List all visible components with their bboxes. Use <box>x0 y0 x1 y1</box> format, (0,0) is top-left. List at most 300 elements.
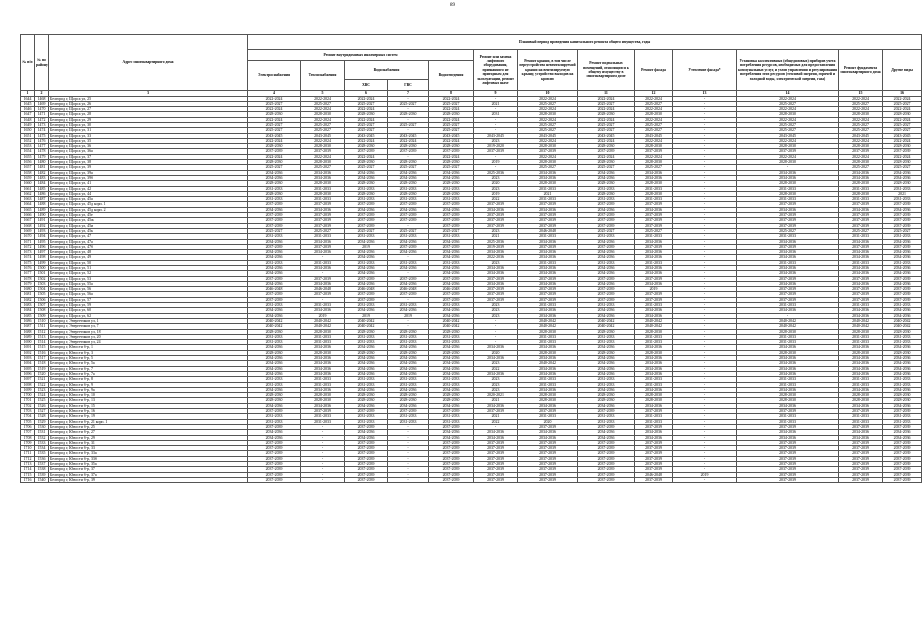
table-cell: 1687 <box>21 324 35 329</box>
table-cell: 2034-2036 <box>518 207 578 212</box>
table-cell: 2034-2036 <box>839 430 883 435</box>
table-cell: 2034-2036 <box>578 430 635 435</box>
table-cell: - <box>388 467 429 472</box>
table-cell: 2022-2024 <box>345 138 388 143</box>
table-cell: 2037-2039 <box>635 451 673 456</box>
table-cell: 2025-2027 <box>883 128 922 133</box>
table-cell: 2031-2033 <box>635 377 673 382</box>
table-cell: 2037-2039 <box>737 409 839 414</box>
table-cell: 2037-2039 <box>839 440 883 445</box>
table-cell: 2022-2024 <box>839 138 883 143</box>
table-cell: 2037-2039 <box>737 424 839 429</box>
table-cell: 2034-2036 <box>301 207 345 212</box>
table-cell: 2037-2039 <box>518 297 578 302</box>
table-cell: 2028-2030 <box>578 350 635 355</box>
table-cell: 2028-2030 <box>635 181 673 186</box>
table-cell: 2022-2024 <box>301 107 345 112</box>
table-cell: 2034-2036 <box>248 281 301 286</box>
table-cell: 2034-2036 <box>474 435 518 440</box>
table-cell: 2037-2039 <box>518 223 578 228</box>
table-cell: 2034-2036 <box>839 435 883 440</box>
table-cell: 2040-2042 <box>429 318 474 323</box>
table-cell: 2037-2039 <box>345 477 388 482</box>
table-cell: 2034-2036 <box>429 271 474 276</box>
table-cell: 2037-2039 <box>301 292 345 297</box>
table-cell: 2025-2027 <box>635 101 673 106</box>
table-cell: 2037-2039 <box>248 218 301 223</box>
table-cell: - <box>388 430 429 435</box>
table-cell: 2028-2030 <box>248 350 301 355</box>
table-cell: 2043-2045 <box>248 133 301 138</box>
table-cell: 1657 <box>21 165 35 170</box>
table-cell: 2031-2033 <box>883 419 922 424</box>
table-cell: 2037-2039 <box>737 276 839 281</box>
table-cell: 2020 <box>518 419 578 424</box>
table-cell: 2031-2033 <box>737 334 839 339</box>
table-cell: 2037-2039 <box>578 276 635 281</box>
table-cell: 2034-2036 <box>839 170 883 175</box>
table-cell: 1675 <box>21 260 35 265</box>
table-cell: 2031-2033 <box>737 414 839 419</box>
address-cell: Белгород г, Щорса ул, 45д корп. 2 <box>49 207 248 212</box>
table-cell: 2031-2033 <box>345 260 388 265</box>
table-cell: 2037-2039 <box>248 456 301 461</box>
table-cell: - <box>673 334 737 339</box>
table-cell: 1672 <box>21 244 35 249</box>
address-cell: Белгород г, Щорса ул, 31 <box>49 128 248 133</box>
table-cell: 2034-2036 <box>429 175 474 180</box>
header-water: Водоснабжения <box>345 61 429 80</box>
table-cell: - <box>474 334 518 339</box>
table-cell: 2028-2030 <box>883 144 922 149</box>
address-cell: Белгород г, Щорса ул, 48 <box>49 250 248 255</box>
table-cell: 2034-2036 <box>248 255 301 260</box>
table-cell: 2025-2027 <box>345 165 388 170</box>
table-cell: 2031-2033 <box>301 260 345 265</box>
table-cell: 1690 <box>21 340 35 345</box>
header-lift: Ремонт или замена лифтового оборудования, признанного не пригодным для эксплуатации, ремонт лифтовых шахт <box>474 50 518 91</box>
table-cell: 1696 <box>21 371 35 376</box>
table-cell: 2037-2039 <box>429 218 474 223</box>
table-cell: - <box>673 303 737 308</box>
table-cell: 2031-2033 <box>388 414 429 419</box>
table-cell: 2040-2042 <box>248 318 301 323</box>
address-cell: Белгород г, Щорса ул, 39а <box>49 170 248 175</box>
table-cell: 2037-2039 <box>429 223 474 228</box>
table-cell: 2031-2033 <box>345 303 388 308</box>
table-cell: 2037-2039 <box>474 477 518 482</box>
table-cell: 2037-2039 <box>883 213 922 218</box>
table-cell: 2037-2039 <box>248 446 301 451</box>
table-cell: 1532 <box>35 435 49 440</box>
table-cell: 2034-2036 <box>883 430 922 435</box>
table-cell: 2037-2039 <box>474 451 518 456</box>
table-cell: 2022-2024 <box>883 96 922 101</box>
table-cell: 2025-2027 <box>737 122 839 127</box>
table-cell: 2037-2039 <box>345 223 388 228</box>
table-cell: - <box>673 202 737 207</box>
table-cell: 2034-2036 <box>737 239 839 244</box>
table-cell: - <box>673 377 737 382</box>
table-cell: 2031-2033 <box>429 234 474 239</box>
table-cell: 2031-2033 <box>429 260 474 265</box>
table-cell: 2037-2039 <box>883 440 922 445</box>
table-cell: 2031-2033 <box>388 197 429 202</box>
table-cell: 2034-2036 <box>839 281 883 286</box>
table-cell: 2034-2036 <box>518 403 578 408</box>
table-cell: 2037-2039 <box>248 409 301 414</box>
table-cell: 2025-2027 <box>518 101 578 106</box>
table-cell: 2037-2039 <box>578 456 635 461</box>
table-cell: 2019 <box>673 472 737 477</box>
table-cell: 2034-2036 <box>518 435 578 440</box>
table-cell: 2043-2045 <box>578 133 635 138</box>
table-cell: 2037-2039 <box>883 223 922 228</box>
table-cell: 2034-2036 <box>301 239 345 244</box>
table-cell: 2037-2039 <box>474 409 518 414</box>
table-cell: - <box>673 234 737 239</box>
table-cell: 2034-2036 <box>883 313 922 318</box>
table-cell: 2037-2039 <box>345 456 388 461</box>
table-cell: 2034-2036 <box>839 271 883 276</box>
address-cell: Белгород г, Юности б-р, 7а <box>49 371 248 376</box>
table-cell: 1472 <box>35 117 49 122</box>
table-cell: 2034-2036 <box>301 308 345 313</box>
table-cell: 1492 <box>35 223 49 228</box>
table-body <box>21 96 922 483</box>
table-cell: 2031-2033 <box>388 334 429 339</box>
table-cell: 2022-2024 <box>518 154 578 159</box>
table-cell: 2023 <box>474 186 518 191</box>
table-cell: 2034-2036 <box>248 207 301 212</box>
table-cell: 1494 <box>35 234 49 239</box>
table-cell: 2034-2036 <box>429 345 474 350</box>
address-cell: Белгород г, Юности б-р, 21 корп. 1 <box>49 419 248 424</box>
table-cell: 2019 <box>474 160 518 165</box>
table-cell: 2034-2036 <box>388 361 429 366</box>
table-cell: - <box>474 128 518 133</box>
address-cell: Белгород г, Энергетиков ул, 24 <box>49 340 248 345</box>
table-cell: 1658 <box>21 170 35 175</box>
table-cell: - <box>474 117 518 122</box>
table-cell: 2034-2036 <box>474 403 518 408</box>
table-cell: 2025-2027 <box>301 122 345 127</box>
table-cell: 2028-2030 <box>578 181 635 186</box>
table-cell: 2025-2027 <box>388 122 429 127</box>
table-cell: 2021 <box>518 191 578 196</box>
table-cell: 1654 <box>21 149 35 154</box>
table-cell: 2037-2039 <box>839 292 883 297</box>
table-cell: 1661 <box>21 186 35 191</box>
table-cell: 2037-2039 <box>883 446 922 451</box>
header-facade-insulation: Утепление фасада* <box>673 50 737 91</box>
table-cell: 2037-2039 <box>345 149 388 154</box>
table-cell: 2034-2036 <box>345 345 388 350</box>
table-cell: 2037-2039 <box>429 149 474 154</box>
table-cell: 2028-2030 <box>388 191 429 196</box>
table-cell: 2037-2039 <box>248 440 301 445</box>
table-cell: 2031-2033 <box>839 419 883 424</box>
table-cell: 2037-2039 <box>429 424 474 429</box>
table-cell: 2037-2039 <box>518 472 578 477</box>
column-number: 9 <box>474 91 518 97</box>
table-cell: 2037-2039 <box>635 149 673 154</box>
table-cell: 2028-2030 <box>839 112 883 117</box>
table-cell: 2022-2024 <box>737 117 839 122</box>
table-cell: 2040-2042 <box>839 324 883 329</box>
table-cell: - <box>474 340 518 345</box>
table-cell: 1686 <box>21 318 35 323</box>
table-cell: 2031-2033 <box>518 382 578 387</box>
table-cell: 2031-2033 <box>301 197 345 202</box>
table-cell: 2037-2039 <box>839 456 883 461</box>
table-cell: 2043-2045 <box>429 133 474 138</box>
table-cell: 1713 <box>21 461 35 466</box>
table-cell: 2034-2036 <box>388 175 429 180</box>
table-cell: 2034-2036 <box>474 250 518 255</box>
table-cell: - <box>673 297 737 302</box>
address-cell: Белгород г, Щорса ул, 50 <box>49 260 248 265</box>
table-cell: 2034-2036 <box>518 239 578 244</box>
table-cell: 2040-2042 <box>737 318 839 323</box>
table-cell: - <box>673 361 737 366</box>
table-cell: 1673 <box>21 250 35 255</box>
column-number: 7 <box>388 91 429 97</box>
table-cell: - <box>673 160 737 165</box>
table-cell: 1531 <box>35 430 49 435</box>
table-cell: 2037-2039 <box>883 149 922 154</box>
table-cell: 2037-2039 <box>737 297 839 302</box>
table-cell: - <box>673 250 737 255</box>
address-cell: Белгород г, Юности б-р, 9 <box>49 382 248 387</box>
table-cell: 2043-2045 <box>737 133 839 138</box>
table-cell: 1663 <box>21 197 35 202</box>
table-cell: 2037-2039 <box>839 218 883 223</box>
table-cell: - <box>673 122 737 127</box>
table-cell: 1528 <box>35 414 49 419</box>
table-cell: 2034-2036 <box>839 175 883 180</box>
table-cell: 2037-2039 <box>248 244 301 249</box>
table-cell: 2031-2033 <box>635 234 673 239</box>
table-cell: 2037-2039 <box>345 218 388 223</box>
table-cell: 2031-2033 <box>839 186 883 191</box>
address-cell: Белгород г, Щорса ул, 45е <box>49 213 248 218</box>
table-cell: 1674 <box>21 255 35 260</box>
table-cell: 2034-2036 <box>839 255 883 260</box>
table-cell: 2037-2039 <box>635 477 673 482</box>
table-cell: 1506 <box>35 297 49 302</box>
table-cell: 2043-2045 <box>474 133 518 138</box>
table-cell: 2034-2036 <box>345 281 388 286</box>
table-cell: 2028-2030 <box>737 160 839 165</box>
table-cell: - <box>673 133 737 138</box>
table-cell: 2037-2039 <box>883 409 922 414</box>
table-cell: 1698 <box>21 382 35 387</box>
table-cell: 1680 <box>21 287 35 292</box>
table-cell: 2034-2036 <box>737 371 839 376</box>
table-cell: 2031-2033 <box>388 419 429 424</box>
table-cell: 2028-2030 <box>248 144 301 149</box>
table-cell: 2022-2024 <box>248 117 301 122</box>
table-cell: 2025-2027 <box>301 228 345 233</box>
table-cell: 2031-2033 <box>345 186 388 191</box>
table-cell: 2022-2024 <box>635 96 673 101</box>
table-cell: 2028-2030 <box>737 393 839 398</box>
table-cell: - <box>673 477 737 482</box>
table-cell: 1649 <box>21 122 35 127</box>
table-cell: 2034-2036 <box>345 430 388 435</box>
table-cell: 2037-2039 <box>301 149 345 154</box>
table-cell: 1697 <box>21 377 35 382</box>
address-cell: Белгород г, Юности б-р, 13 <box>49 398 248 403</box>
table-cell: 1682 <box>21 297 35 302</box>
table-cell: 2037-2039 <box>345 446 388 451</box>
table-cell: 2037-2039 <box>518 149 578 154</box>
table-cell: 2019 <box>388 313 429 318</box>
table-cell: 2037-2039 <box>248 297 301 302</box>
table-cell: 2034-2036 <box>429 430 474 435</box>
address-cell: Белгород г, Юности б-р, 7 <box>49 366 248 371</box>
table-cell: 2023 <box>474 175 518 180</box>
table-cell: 1702 <box>21 403 35 408</box>
table-cell: 1716 <box>21 477 35 482</box>
table-cell: - <box>673 382 737 387</box>
table-cell: 2034-2036 <box>518 281 578 286</box>
table-cell: 2031-2033 <box>345 197 388 202</box>
table-cell: 2028-2030 <box>345 144 388 149</box>
table-cell: 2028-2030 <box>248 181 301 186</box>
table-cell: 2022-2024 <box>388 138 429 143</box>
address-cell: Белгород г, Юности б-р, 37а <box>49 472 248 477</box>
table-cell: 2028-2030 <box>737 144 839 149</box>
table-cell: 2034-2036 <box>388 356 429 361</box>
header-gvs: ГВС <box>388 80 429 91</box>
table-cell: 2037-2039 <box>635 213 673 218</box>
table-cell: 2037-2039 <box>388 244 429 249</box>
table-cell: 1521 <box>35 377 49 382</box>
address-cell: Белгород г, Юности б-р, 33 <box>49 446 248 451</box>
table-cell: 2034-2036 <box>737 281 839 286</box>
table-cell: 1684 <box>21 308 35 313</box>
table-cell: 2028-2030 <box>883 350 922 355</box>
table-cell: 2034-2036 <box>429 313 474 318</box>
table-cell: 2034-2036 <box>518 255 578 260</box>
table-cell: - <box>474 154 518 159</box>
table-cell: 2031-2033 <box>883 234 922 239</box>
table-cell: 2034-2036 <box>578 266 635 271</box>
table-cell: - <box>474 329 518 334</box>
table-cell: 2028-2030 <box>737 398 839 403</box>
table-cell: 2040-2042 <box>345 324 388 329</box>
table-cell: 2034-2036 <box>635 361 673 366</box>
table-cell: 2037-2039 <box>635 467 673 472</box>
table-cell: 2028-2030 <box>635 393 673 398</box>
table-cell: 2028-2030 <box>737 191 839 196</box>
table-cell: 2028-2030 <box>429 160 474 165</box>
table-cell: 2034-2036 <box>429 250 474 255</box>
table-cell: 2040-2042 <box>518 318 578 323</box>
table-cell: 2037-2039 <box>578 467 635 472</box>
table-cell: 2037-2039 <box>474 218 518 223</box>
table-cell: 2046-2048 <box>518 228 578 233</box>
table-cell: 1693 <box>21 356 35 361</box>
table-cell: 2034-2036 <box>388 371 429 376</box>
table-cell: 2034-2036 <box>301 281 345 286</box>
table-cell: 2034-2036 <box>883 266 922 271</box>
table-cell: 2031-2033 <box>635 186 673 191</box>
table-cell: 2034-2036 <box>839 345 883 350</box>
table-cell: 2031-2033 <box>839 377 883 382</box>
header-district-no: № по району <box>35 35 49 91</box>
table-cell: 2025-2027 <box>345 101 388 106</box>
table-cell: 2034-2036 <box>635 430 673 435</box>
table-cell: 2034-2036 <box>429 239 474 244</box>
table-cell: - <box>474 122 518 127</box>
table-cell: 2034-2036 <box>388 239 429 244</box>
table-cell: 2034-2036 <box>248 361 301 366</box>
table-cell: 2025-2027 <box>388 228 429 233</box>
table-cell: 2025-2027 <box>429 101 474 106</box>
table-cell: 2034-2036 <box>635 403 673 408</box>
table-cell: 2037-2039 <box>839 461 883 466</box>
table-cell: 2023 <box>474 377 518 382</box>
table-cell: 2034-2036 <box>345 308 388 313</box>
address-cell: Белгород г, Юности б-р, 15 <box>49 403 248 408</box>
table-cell: 2031-2033 <box>301 186 345 191</box>
table-cell: 1648 <box>21 117 35 122</box>
table-cell: 2031-2033 <box>248 419 301 424</box>
table-cell: 2034-2036 <box>635 387 673 392</box>
address-cell: Белгород г, Щорса ул, 53 <box>49 276 248 281</box>
table-cell: 2037-2039 <box>345 461 388 466</box>
table-cell: 1659 <box>21 175 35 180</box>
table-cell: 2025-2027 <box>248 228 301 233</box>
table-cell: 2028-2030 <box>839 191 883 196</box>
table-cell: 2025-2027 <box>248 101 301 106</box>
table-cell: 2034-2036 <box>635 207 673 212</box>
table-cell: 2019-2039 <box>474 244 518 249</box>
table-cell: 2034-2036 <box>248 170 301 175</box>
table-cell: 2025-2027 <box>301 101 345 106</box>
table-cell: 2019-2020 <box>474 144 518 149</box>
table-cell: 2025-2027 <box>578 122 635 127</box>
table-cell: 2037-2039 <box>737 149 839 154</box>
table-cell: 2034-2036 <box>518 308 578 313</box>
table-cell: 2031-2033 <box>578 234 635 239</box>
table-cell: 2037-2039 <box>883 297 922 302</box>
table-cell: 2028-2030 <box>429 191 474 196</box>
table-cell: 2034-2036 <box>345 266 388 271</box>
table-cell: 2034-2036 <box>839 266 883 271</box>
table-cell: 2028-2030 <box>839 160 883 165</box>
table-cell: 1671 <box>21 239 35 244</box>
address-cell: Белгород г, Щорса ул, 45д корп. 1 <box>49 202 248 207</box>
table-cell: - <box>673 419 737 424</box>
address-cell: Белгород г, Юности б-р, 31 <box>49 440 248 445</box>
table-cell: 2025-2027 <box>635 122 673 127</box>
address-cell: Белгород г, Щорса ул, 35 <box>49 138 248 143</box>
table-cell: 2028-2030 <box>578 393 635 398</box>
header-other: Другие виды <box>883 50 922 91</box>
table-cell: - <box>301 451 345 456</box>
column-number: 12 <box>635 91 673 97</box>
table-cell: 2034-2036 <box>248 366 301 371</box>
table-cell: 2034-2036 <box>883 361 922 366</box>
table-cell: 2040-2042 <box>301 324 345 329</box>
table-cell: 2025-2027 <box>578 128 635 133</box>
table-cell: 1688 <box>21 329 35 334</box>
table-cell: 2031-2033 <box>578 334 635 339</box>
